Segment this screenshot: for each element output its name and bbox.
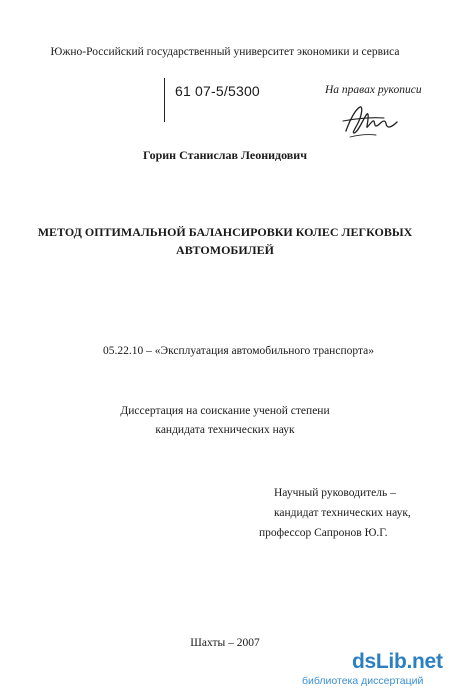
dslib-watermark[interactable] <box>296 650 448 688</box>
specialty-code: 05.22.10 – «Эксплуатация автомобильного транспорта» <box>103 345 374 357</box>
watermark-brand <box>352 650 443 674</box>
degree-statement-line: кандидата технических наук <box>155 424 295 436</box>
degree-statement-line: Диссертация на соискание ученой степени <box>120 405 330 417</box>
supervisor-line: кандидат технических наук, <box>274 507 411 519</box>
watermark-brand-name: dsLib <box>352 650 407 673</box>
stamp-bracket <box>164 78 165 122</box>
university-name: Южно-Российский государственный университет экономики и сервиса <box>50 46 400 58</box>
dissertation-title-line: МЕТОД ОПТИМАЛЬНОЙ БАЛАНСИРОВКИ КОЛЕС ЛЕГКОВЫХ <box>37 225 413 239</box>
supervisor-line: Научный руководитель – <box>274 487 396 499</box>
dissertation-title-line: АВТОМОБИЛЕЙ <box>176 243 274 257</box>
watermark-brand-suffix: .net <box>406 650 443 673</box>
place-and-year: Шахты – 2007 <box>190 637 260 649</box>
catalog-number: 61 07-5/5300 <box>175 83 260 99</box>
manuscript-rights-label: На правах рукописи <box>325 84 422 96</box>
author-name: Горин Станислав Леонидович <box>143 148 307 162</box>
signature-icon <box>340 97 398 141</box>
watermark-tagline: библиотека диссертаций <box>302 675 424 687</box>
supervisor-line: профессор Сапронов Ю.Г. <box>259 527 388 539</box>
